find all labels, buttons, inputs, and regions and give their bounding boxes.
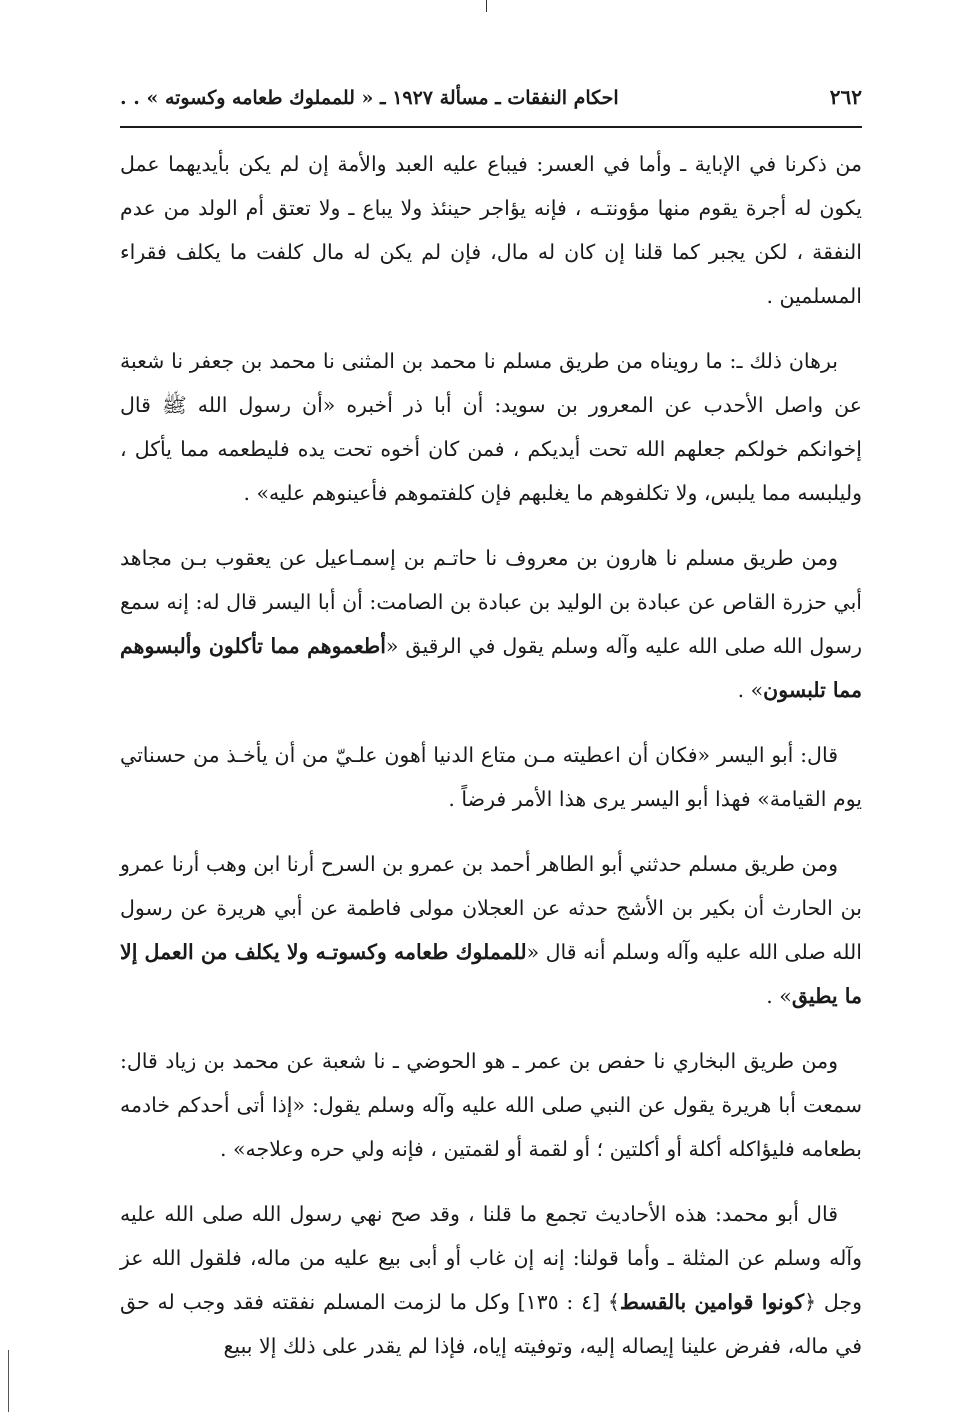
- paragraph-7-text-before: قال أبو محمد: هذه الأحاديث تجمع ما قلنا ، وقد صح نهي رسول الله صلى الله عليه وآله وسلم عن المثلة ـ وأما قولنا: إنه إن غاب أو أبى بيع عليه من ماله، فلقول الله عز وجل ﴿: [120, 1202, 862, 1314]
- top-crop-mark: [486, 0, 487, 12]
- paragraph-2: [120, 339, 862, 515]
- paragraph-7-quran-bold: كونوا قوامين بالقسط: [619, 1290, 805, 1314]
- paragraph-7-text-after: ﴾ [٤ : ١٣٥] وكل ما لزمت المسلم نفقته فقد وجب له حق في ماله، ففرض علينا إيصاله إليه، وتوفيته إياه، فإذا لم يقدر على ذلك إلا ببيع: [120, 1290, 862, 1358]
- paragraph-3-text-after: » .: [737, 678, 764, 702]
- book-page: [120, 76, 862, 1389]
- running-header: [120, 76, 862, 118]
- paragraph-5-text-after: » .: [766, 984, 792, 1008]
- paragraph-7: [120, 1192, 862, 1368]
- paragraph-5-text-before: ومن طريق مسلم حدثني أبو الطاهر أحمد بن عمرو بن السرح أرنا ابن وهب أرنا عمرو بن الحارث أن بكير بن الأشج حدثه عن العجلان مولى فاطمة عن أبي هريرة عن رسول الله صلى الله عليه وآله وسلم أنه قال «: [120, 852, 862, 964]
- paragraph-3-hadith-bold: أطعموهم مما تأكلون وألبسوهم مما تلبسون: [120, 634, 862, 702]
- page-edge-line: [8, 1350, 9, 1412]
- paragraph-6: [120, 1039, 862, 1171]
- paragraph-2-text: برهان ذلك ـ: ما رويناه من طريق مسلم نا محمد بن المثنى نا محمد بن جعفر نا شعبة عن واصل الأحدب عن المعرور بن سويد: أن أبا ذر أخبره «أن رسول الله ﷺ قال إخوانكم خولكم جعلهم الله تحت أيديكم ، فمن كان أخوه تحت يده فليطعمه مما يأكل ، وليلبسه مما يلبس، ولا تكلفوهم ما يغلبهم فإن كلفتموهم فأعينوهم عليه» .: [120, 349, 862, 505]
- page-number: ٢٦٢: [829, 85, 862, 109]
- paragraph-4: [120, 733, 862, 821]
- body-text: [120, 142, 862, 1368]
- paragraph-4-text: قال: أبو اليسر «فكان أن اعطيته مـن متاع الدنيا أهون علـيّ من أن يأخـذ من حسناتي يوم القيامة» فهذا أبو اليسر يرى هذا الأمر فرضاً .: [120, 743, 862, 811]
- paragraph-5-hadith-bold: للمملوك طعامه وكسوتـه ولا يكلف من العمل إلا ما يطيق: [120, 940, 862, 1008]
- paragraph-5: [120, 842, 862, 1018]
- header-rule: [120, 126, 862, 128]
- running-header-title: احكام النفقات ـ مسألة ١٩٢٧ ـ « للمملوك طعامه وكسوته » . .: [120, 87, 619, 109]
- paragraph-3-text-before: ومن طريق مسلم نا هارون بن معروف نا حاتـم بن إسمـاعيل عن يعقوب بـن مجاهد أبي حزرة القاص عن عبادة بن الوليد بن عبادة بن الصامت: أن أبا اليسر قال له: إنه سمع رسول الله صلى الله عليه وآله وسلم يقول في الرقيق «: [120, 546, 862, 658]
- paragraph-6-text: ومن طريق البخاري نا حفص بن عمر ـ هو الحوضي ـ نا شعبة عن محمد بن زياد قال: سمعت أبا هريرة يقول عن النبي صلى الله عليه وآله وسلم يقول: «إذا أتى أحدكم خادمه بطعامه فليؤاكله أكلة أو أكلتين ؛ أو لقمة أو لقمتين ، فإنه ولي حره وعلاجه» .: [120, 1049, 862, 1161]
- paragraph-1-text: من ذكرنا في الإباية ـ وأما في العسر: فيباع عليه العبد والأمة إن لم يكن بأيديهما عمل يكون له أجرة يقوم منها مؤونتـه ، فإنه يؤاجر حينئذ ولا يباع ـ ولا تعتق أم الولد من عدم النفقة ، لكن يجبر كما قلنا إن كان له مال، فإن لم يكن له مال كلفت ما يكلف فقراء المسلمين .: [120, 152, 862, 308]
- paragraph-1: [120, 142, 862, 318]
- paragraph-3: [120, 536, 862, 712]
